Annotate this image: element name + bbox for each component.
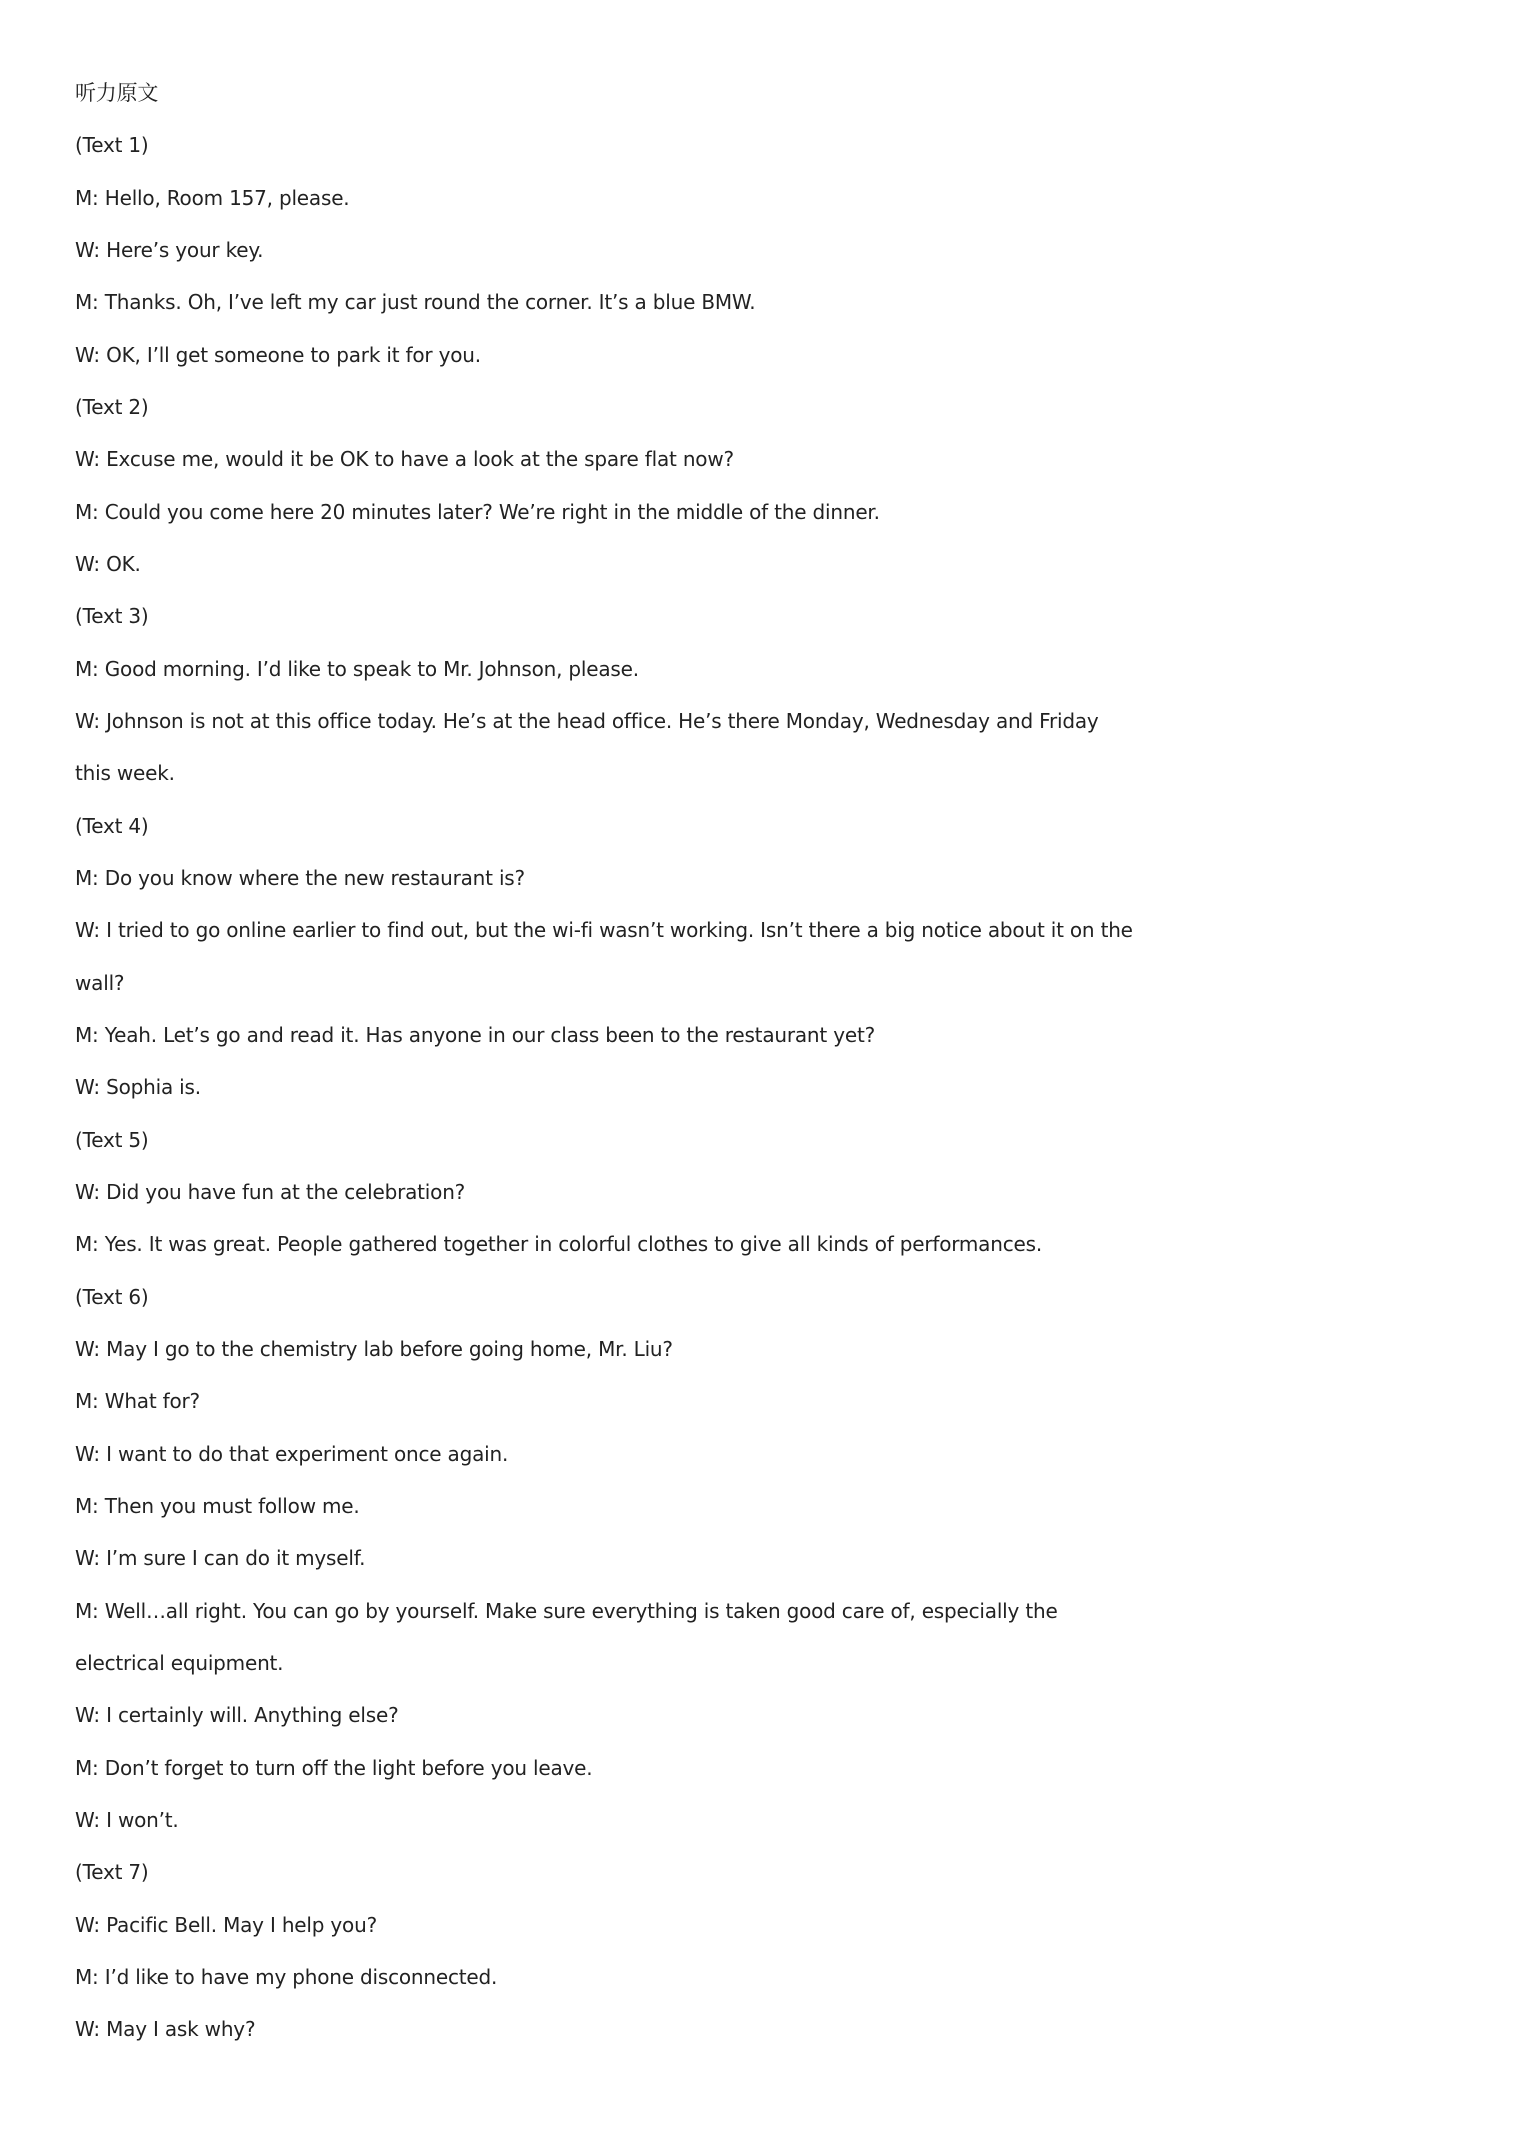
text-line: M: Good morning. I’d like to speak to Mr. Johnson, please. <box>75 657 639 681</box>
text-line: W: May I ask why? <box>75 2017 256 2041</box>
text-line: M: Yes. It was great. People gathered together in colorful clothes to give all kinds of performances. <box>75 1232 1042 1256</box>
text-line: wall? <box>75 971 125 995</box>
text-line: M: Do you know where the new restaurant is? <box>75 866 525 890</box>
text-line: (Text 4) <box>75 814 149 838</box>
text-line: W: I want to do that experiment once again. <box>75 1442 509 1466</box>
text-line: W: OK, I’ll get someone to park it for you. <box>75 343 481 367</box>
text-line: (Text 7) <box>75 1860 149 1884</box>
text-line: M: Yeah. Let’s go and read it. Has anyone in our class been to the restaurant yet? <box>75 1023 876 1047</box>
text-line: electrical equipment. <box>75 1651 284 1675</box>
text-line: M: Hello, Room 157, please. <box>75 186 350 210</box>
text-line: W: Sophia is. <box>75 1075 201 1099</box>
text-line: M: What for? <box>75 1389 200 1413</box>
text-line: this week. <box>75 761 175 785</box>
text-line: M: Don’t forget to turn off the light before you leave. <box>75 1756 593 1780</box>
text-line: (Text 3) <box>75 604 149 628</box>
document-title: 听力原文 <box>75 81 159 105</box>
text-line: W: I’m sure I can do it myself. <box>75 1546 366 1570</box>
text-line: (Text 2) <box>75 395 149 419</box>
text-line: W: OK. <box>75 552 141 576</box>
text-line: M: Well…all right. You can go by yourself. Make sure everything is taken good care of, especially the <box>75 1599 1058 1623</box>
text-line: (Text 1) <box>75 133 149 157</box>
text-line: W: I won’t. <box>75 1808 179 1832</box>
text-line: W: Excuse me, would it be OK to have a look at the spare flat now? <box>75 447 734 471</box>
text-line: M: Could you come here 20 minutes later? We’re right in the middle of the dinner. <box>75 500 880 524</box>
text-line: M: Then you must follow me. <box>75 1494 360 1518</box>
text-line: M: Thanks. Oh, I’ve left my car just round the corner. It’s a blue BMW. <box>75 290 756 314</box>
text-line: W: Did you have fun at the celebration? <box>75 1180 466 1204</box>
text-line: W: Here’s your key. <box>75 238 264 262</box>
text-line: W: I tried to go online earlier to find out, but the wi-fi wasn’t working. Isn’t there a big notice about it on the <box>75 918 1133 942</box>
text-line: W: I certainly will. Anything else? <box>75 1703 399 1727</box>
text-line: (Text 6) <box>75 1285 149 1309</box>
text-line: W: Pacific Bell. May I help you? <box>75 1913 377 1937</box>
text-line: (Text 5) <box>75 1128 149 1152</box>
text-line: W: May I go to the chemistry lab before going home, Mr. Liu? <box>75 1337 673 1361</box>
text-line: M: I’d like to have my phone disconnected. <box>75 1965 498 1989</box>
text-line: W: Johnson is not at this office today. He’s at the head office. He’s there Monday, Wednesday and Friday <box>75 709 1099 733</box>
